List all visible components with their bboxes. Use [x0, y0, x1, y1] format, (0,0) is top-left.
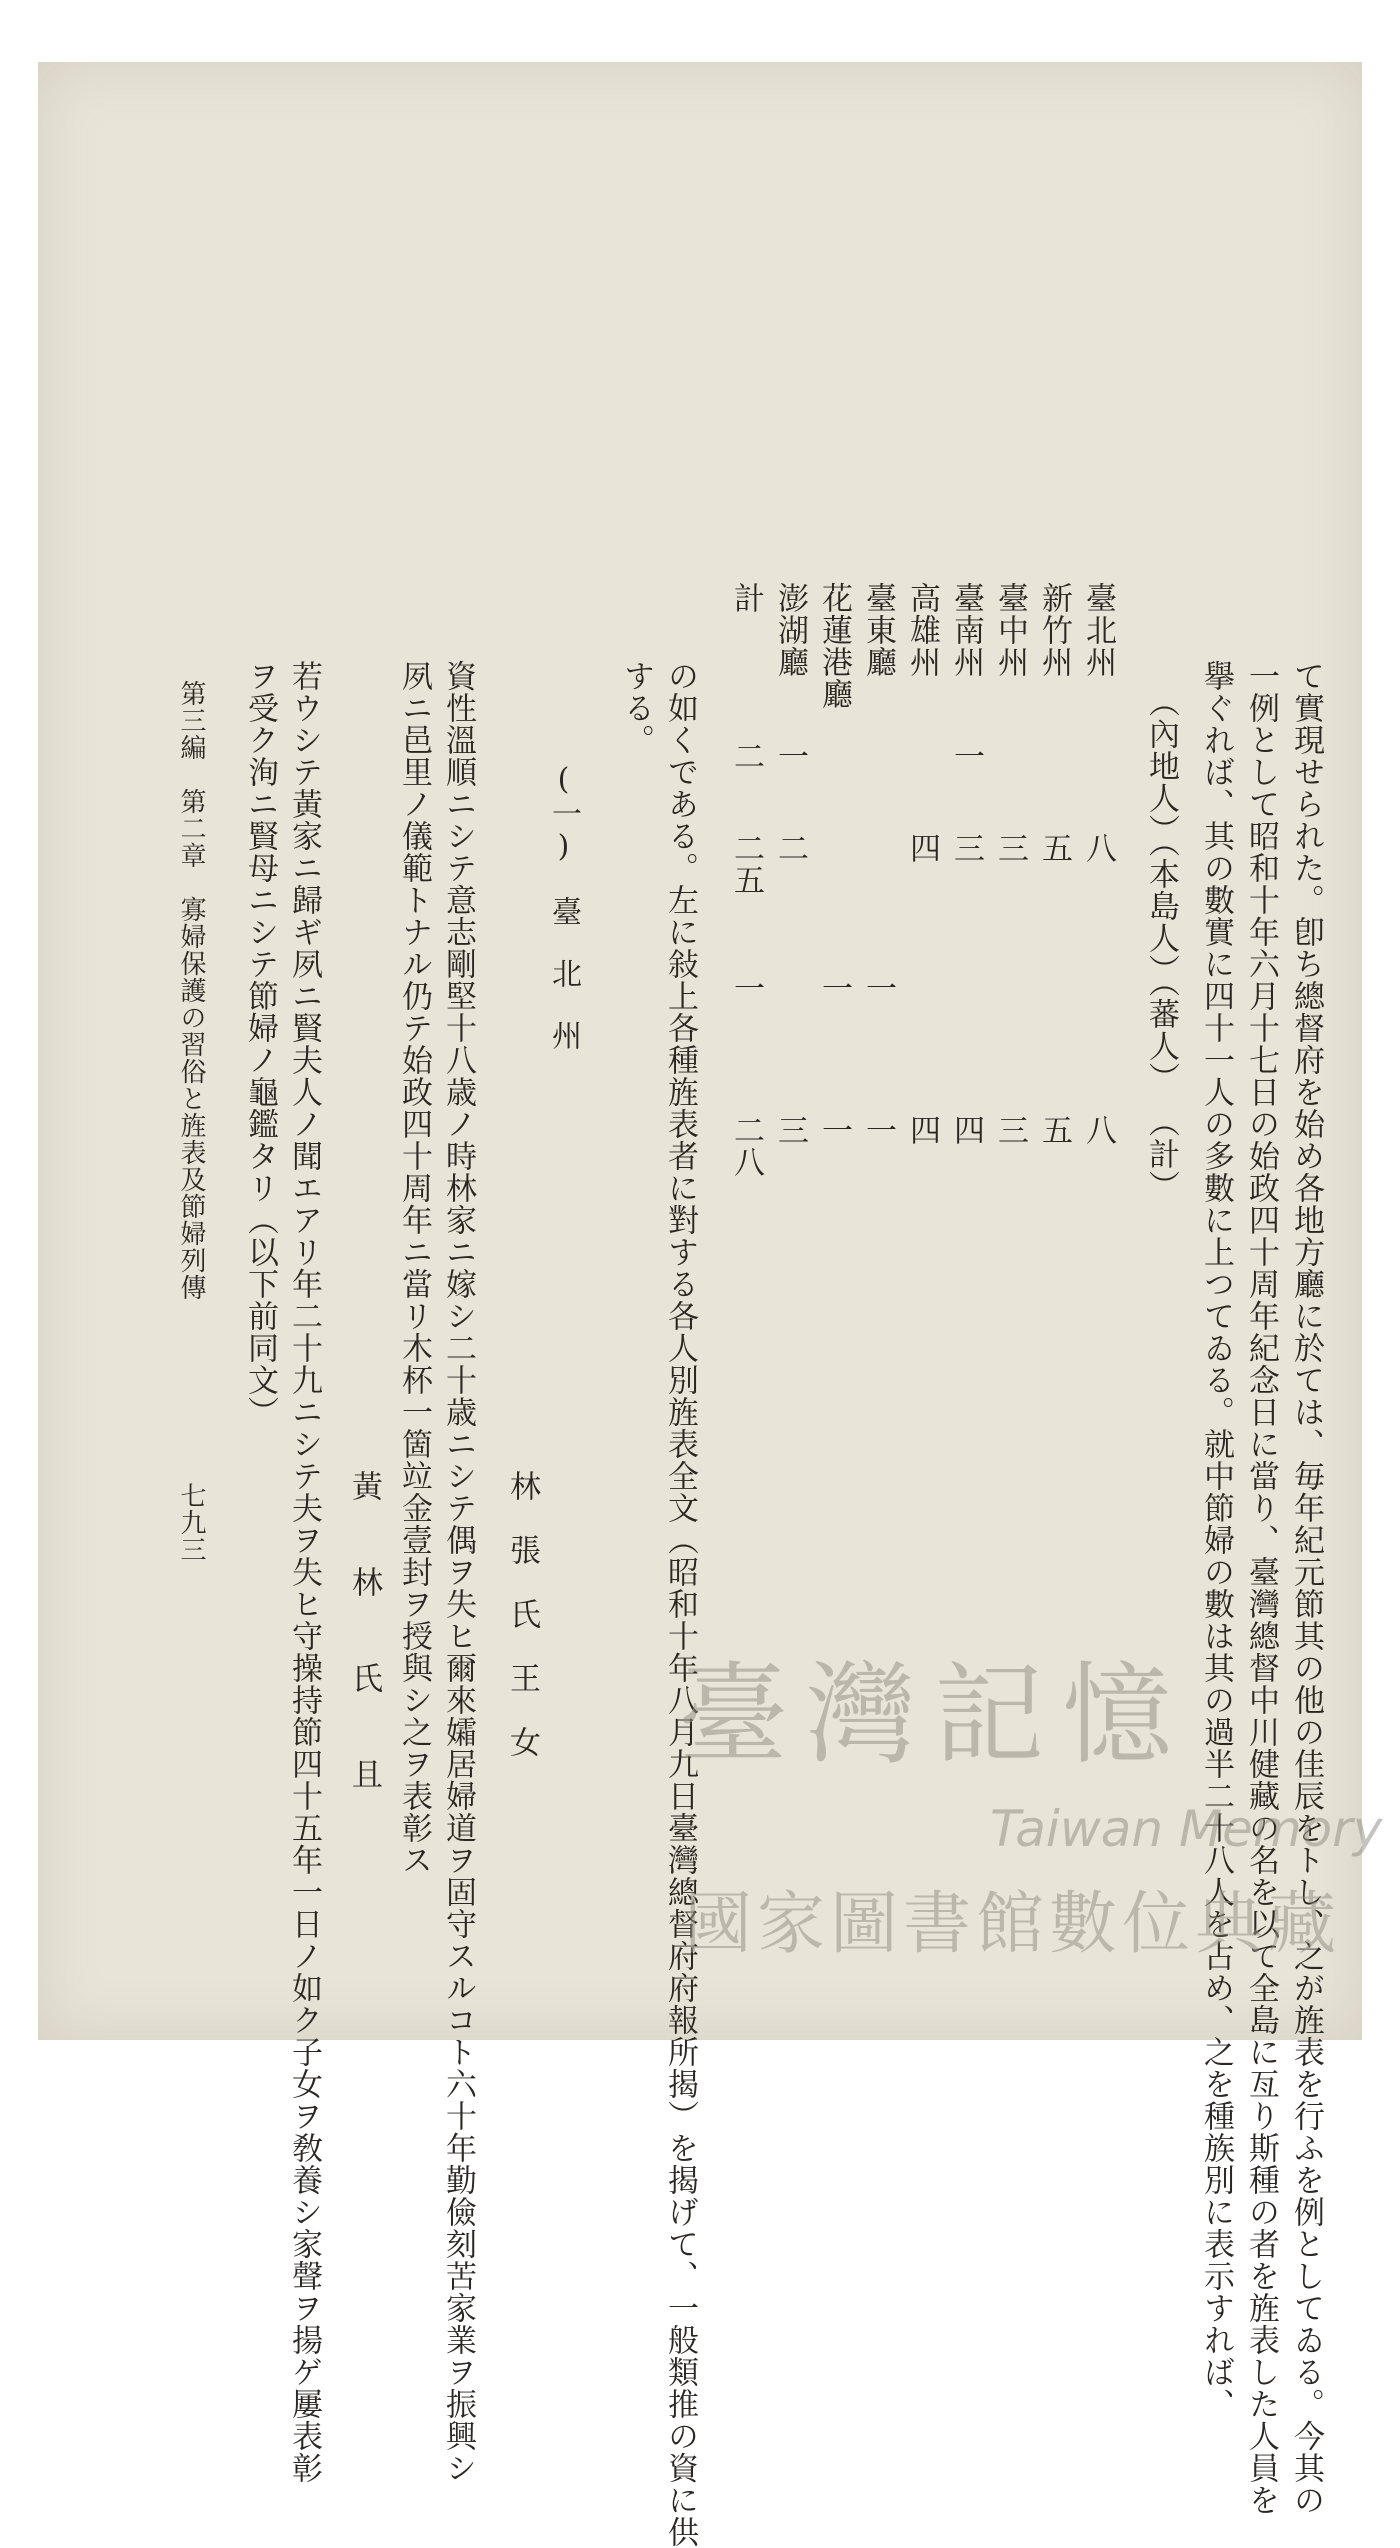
row-naichi: 一 [948, 740, 984, 772]
row-name: 臺東廳 [860, 582, 896, 678]
book-page [38, 62, 1383, 2548]
row-total: 五 [1036, 1114, 1072, 1146]
row-total: 四 [904, 1114, 940, 1146]
row-name: 臺中州 [992, 582, 1028, 678]
row-hontou: 二五 [728, 832, 764, 896]
row-name: 臺南州 [948, 582, 984, 678]
row-naichi: 一 [772, 740, 808, 772]
watermark-library-name: 國家圖書館數位典藏 [684, 1885, 1342, 1964]
row-banjin: 一 [860, 972, 896, 1004]
row-total: 四 [948, 1114, 984, 1146]
entry2-name: 黃 林 氏 且 [346, 1470, 382, 1790]
row-banjin: 一 [816, 972, 852, 1004]
body-after-line-2: する。 [618, 660, 654, 756]
running-title: 第三編 第二章 寡婦保護の習俗と旌表及節婦列傳 [176, 680, 206, 1301]
body-line-1: て實現せられた。卽ち總督府を始め各地方廳に於ては、毎年紀元節其の他の佳辰をトし、之が旌表を行ふを例としてゐる。今其の [1288, 660, 1324, 2516]
body-line-3: 擧ぐれば、其の數實に四十一人の多數に上つてゐる。就中節婦の數は其の過半二十八人を占め、之を種族別に表示すれば、 [1198, 660, 1234, 2420]
watermark-logo-english: Taiwan Memory [990, 1800, 1383, 1858]
row-hontou: 三 [992, 832, 1028, 864]
row-total: 八 [1080, 1114, 1116, 1146]
row-hontou: 二 [772, 832, 808, 864]
row-name: 新竹州 [1036, 582, 1072, 678]
body-after-line-1: の如くである。左に敍上各種旌表者に對する各人別旌表全文（昭和十年八月九日臺灣總督府府報所揭）を揭げて、一般類推の資に供 [662, 660, 698, 2548]
row-name: 臺北州 [1080, 582, 1116, 678]
row-name: 高雄州 [904, 582, 940, 678]
table-header-naichi: （內地人） [1143, 686, 1179, 846]
row-total: 一 [816, 1114, 852, 1146]
row-name: 花蓮港廳 [816, 582, 852, 710]
table-header-hontou: （本島人） [1143, 826, 1179, 986]
row-hontou: 五 [1036, 832, 1072, 864]
row-total: 二八 [728, 1114, 764, 1178]
row-hontou: 四 [904, 832, 940, 864]
row-naichi: 二 [728, 740, 764, 772]
entry2-text-line-1: 若ウシテ黃家ニ歸ギ夙ニ賢夫人ノ聞エアリ年二十九ニシテ夫ヲ失ヒ守操持節四十五年一日ノ如ク子女ヲ敎養シ家聲ヲ揚ゲ屢表彰 [286, 660, 322, 2484]
page-number: 七九三 [176, 1482, 206, 1563]
section-heading: (一) 臺 北 州 [546, 762, 581, 1051]
body-line-2: 一例として昭和十年六月十七日の始政四十周年紀念日に當り、臺灣總督中川健藏の名を以て全島に亙り斯種の者を旌表した人員を [1243, 660, 1279, 2516]
entry2-text-line-2: ヲ受ク洵ニ賢母ニシテ節婦ノ龜鑑タリ（以下前同文） [242, 660, 278, 1428]
entry1-text-line-2: 夙ニ邑里ノ儀範トナル仍テ始政四十周年ニ當リ木杯一箇竝金壹封ヲ授與シ之ヲ表彰ス [396, 660, 432, 1876]
row-hontou: 三 [948, 832, 984, 864]
row-total: 三 [992, 1114, 1028, 1146]
row-hontou: 八 [1080, 832, 1116, 864]
row-total: 一 [860, 1114, 896, 1146]
table-header-banjin: （蕃人） [1143, 966, 1179, 1094]
row-name: 澎湖廳 [772, 582, 808, 678]
row-total: 三 [772, 1114, 808, 1146]
entry1-text-line-1: 資性溫順ニシテ意志剛堅十八歳ノ時林家ニ嫁シ二十歳ニシテ偶ヲ失ヒ爾來孀居婦道ヲ固守スルコト六十年勤儉刻苦家業ヲ振興シ [440, 660, 476, 2484]
watermark-logo-chinese: 臺灣記憶 [678, 1651, 1190, 1779]
row-name: 計 [728, 582, 764, 614]
row-banjin: 一 [728, 972, 764, 1004]
entry1-name: 林 張 氏 王 女 [504, 1470, 540, 1758]
table-header-total: （計） [1143, 1106, 1179, 1202]
